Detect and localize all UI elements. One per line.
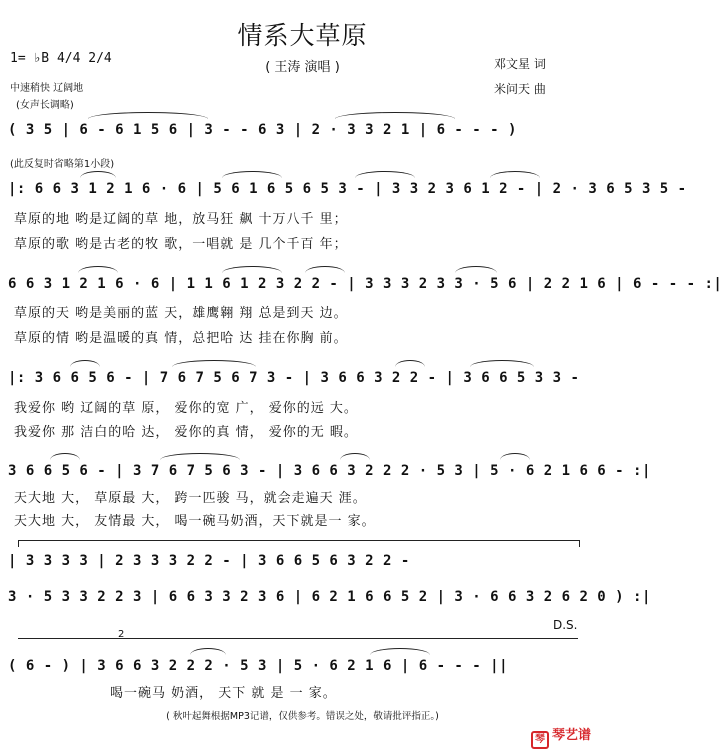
staff-line: |: 3 6 6 5 6 - | 7 6 7 5 6 7 3 - | 3 6 6 3 2 2 - | 3 6 6 5 3 3 - xyxy=(8,370,580,386)
slur xyxy=(455,266,497,273)
staff-line: 6 6 3 1 2 1 6 · 6 | 1 1 6 1 2 3 2 2 - | 3 3 3 2 3 3 · 5 6 | 2 2 1 6 | 6 - - - :| xyxy=(8,276,722,292)
slur xyxy=(88,112,208,119)
lyric-line: 喝一碗马 奶酒， 天下 就 是 一 家。 xyxy=(110,686,337,701)
staff-line: 3 6 6 5 6 - | 3 7 6 7 5 6 3 - | 3 6 6 3 2 2 2 · 5 3 | 5 · 6 2 1 6 6 - :| xyxy=(8,463,651,479)
lyric-line: 天大地 大， 友情最 大， 喝一碗马奶酒，天下就是一 家。 xyxy=(14,514,376,529)
composer-credit: 米问天 曲 xyxy=(494,82,546,96)
slur xyxy=(470,360,534,367)
slur xyxy=(305,266,345,273)
slur xyxy=(78,266,118,273)
performance-note: (女声长调略) xyxy=(16,100,74,111)
lyric-line: 草原的地 哟是辽阔的草 地，放马狂 飙 十万八千 里； xyxy=(14,212,348,227)
staff-line: 3 · 5 3 3 2 2 3 | 6 6 3 3 2 3 6 | 6 2 1 6 6 5 2 | 3 · 6 6 3 2 6 2 0 ) :| xyxy=(8,589,651,605)
slur xyxy=(395,360,425,367)
site-logo[interactable] xyxy=(531,724,591,749)
key-signature: 1= ♭B 4/4 2/4 xyxy=(10,51,112,66)
slur xyxy=(70,360,100,367)
slur xyxy=(490,171,540,178)
slur xyxy=(340,453,370,460)
slur xyxy=(500,453,530,460)
lyricist-credit: 邓文星 词 xyxy=(494,57,546,71)
lyric-line: 草原的情 哟是温暖的真 情，总把哈 达 挂在你胸 前。 xyxy=(14,331,348,346)
staff-line-ending: ( 6 - ) | 3 6 6 3 2 2 2 · 5 3 | 5 · 6 2 1 6 | 6 - - - || xyxy=(8,658,509,674)
interlude-bracket xyxy=(18,540,580,547)
lyric-line: 草原的歌 哟是古老的牧 歌，一唱就 是 几个千百 年； xyxy=(14,237,348,252)
slur xyxy=(50,453,80,460)
logo-text: 琴艺谱 xyxy=(552,728,592,743)
slur xyxy=(355,171,415,178)
slur xyxy=(80,171,116,178)
staff-line: | 3 3 3 3 | 2 3 3 3 2 2 - | 3 6 6 5 6 3 2 2 - xyxy=(8,553,410,569)
slur xyxy=(370,648,430,655)
song-title: 情系大草原 xyxy=(237,21,368,50)
lyric-line: 我爱你 那 洁白的哈 达， 爱你的真 情， 爱你的无 暇。 xyxy=(14,425,358,440)
lyric-line: 我爱你 哟 辽阔的草 原， 爱你的宽 广， 爱你的远 大。 xyxy=(14,401,358,416)
lyric-line: 天大地 大， 草原最 大， 跨一匹骏 马，就会走遍天 涯。 xyxy=(14,491,367,506)
logo-icon: 琴 xyxy=(531,731,549,749)
slur xyxy=(222,266,282,273)
ds-mark: D.S. xyxy=(553,618,578,632)
slur xyxy=(222,171,282,178)
slur xyxy=(190,648,226,655)
transcription-note: ( 秋叶起舞根据MP3记谱，仅供参考。错误之处，敬请批评指正。) xyxy=(166,711,439,722)
ending-line xyxy=(18,638,578,639)
slur xyxy=(160,453,240,460)
repeat-note: (此反复时省略第1小段) xyxy=(10,159,115,170)
ending-number: 2 xyxy=(118,629,125,640)
performer: ( 王涛 演唱 ) xyxy=(265,60,340,75)
slur xyxy=(335,112,455,119)
staff-line-intro: ( 3 5 | 6 - 6 1 5 6 | 3 - - 6 3 | 2 · 3 3 2 1 | 6 - - - ) xyxy=(8,122,517,138)
staff-line: |: 6 6 3 1 2 1 6 · 6 | 5 6 1 6 5 6 5 3 - | 3 3 2 3 6 1 2 - | 2 · 3 6 5 3 5 - xyxy=(8,181,687,197)
lyric-line: 草原的天 哟是美丽的蓝 天，雄鹰翱 翔 总是到天 边。 xyxy=(14,306,348,321)
slur xyxy=(172,360,256,367)
tempo-marking: 中速稍快 辽阔地 xyxy=(10,83,84,94)
